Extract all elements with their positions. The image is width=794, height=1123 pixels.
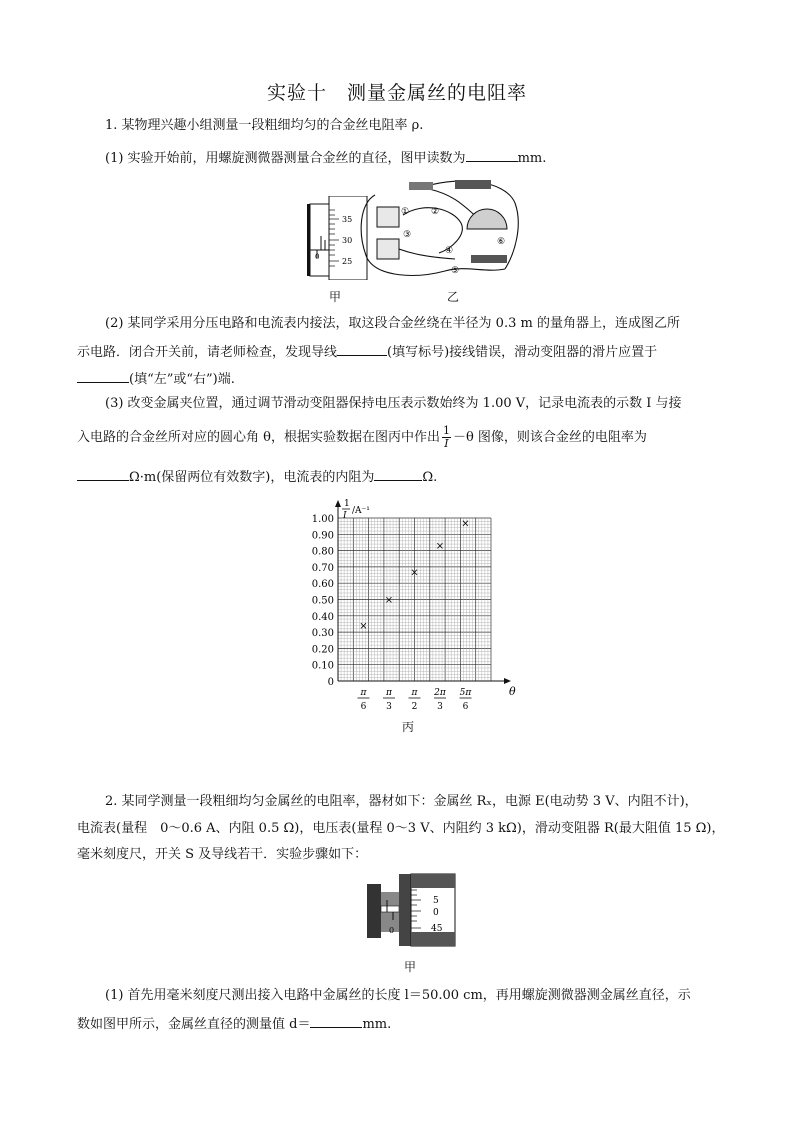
- q1-part1: [105, 147, 546, 168]
- rheostat: [471, 255, 507, 263]
- answer-blank: [374, 466, 422, 481]
- q2-part1-line1: (1) 首先用毫米刻度尺测出接入电路中金属丝的长度 l＝50.00 cm，再用螺旋测微器测金属丝直径，示: [105, 988, 691, 1003]
- page-title: 实验十 测量金属丝的电阻率: [266, 82, 527, 104]
- micrometer-sleeve: [310, 204, 329, 276]
- q1-part2-text-b: (填写标号)接线错误，滑动变阻器的滑片应置于: [387, 345, 658, 360]
- micrometer-zero-label: 0: [315, 253, 320, 261]
- x-tick-label-numerator: 2π: [434, 688, 446, 698]
- thimble-tick-label: 0: [433, 908, 439, 918]
- y-axis-label-numerator: 1: [344, 499, 350, 509]
- x-tick-label-denominator: 6: [360, 702, 367, 712]
- y-tick-label: 0.50: [311, 595, 334, 607]
- y-tick-label: 0.90: [311, 530, 334, 542]
- battery-box: [455, 180, 491, 189]
- q2-part1-text-a: 数如图甲所示，金属丝直径的测量值 d＝: [77, 1017, 311, 1032]
- y-tick-label: 0.40: [311, 611, 334, 623]
- q1-part2-line1: (2) 某同学采用分压电路和电流表内接法，取这段合金丝绕在半径为 0.3 m 的量角器上，连成图乙所: [105, 316, 680, 331]
- circuit-figure-yi: [355, 173, 527, 283]
- meter-device: [377, 207, 399, 227]
- y-tick-label: 0.80: [311, 546, 334, 558]
- q2-line2: 电流表(量程 0～0.6 A、内阻 0.5 Ω)，电压表(量程 0～3 V、内阻约 3 kΩ)，滑动变阻器 R(最大阻值 15 Ω)，: [77, 821, 725, 836]
- answer-blank: [466, 147, 518, 162]
- q2-part1-text-b: mm.: [362, 1017, 392, 1032]
- x-tick-label-denominator: 3: [386, 702, 392, 712]
- answer-blank: [337, 341, 387, 356]
- y-tick-label: 0: [327, 677, 334, 688]
- micrometer-figure-q2: [363, 870, 459, 950]
- q2-part1-line2: [77, 1013, 391, 1034]
- q1-part2-text-c: (填“左”或“右”)端.: [129, 372, 235, 387]
- wire-label-2: ②: [431, 207, 440, 217]
- inverse-current-fraction: [442, 425, 451, 450]
- fraction-denominator: I: [444, 437, 449, 450]
- chart-bing: [290, 490, 530, 715]
- x-tick-label-numerator: π: [411, 688, 418, 698]
- data-point: ×: [410, 567, 419, 579]
- data-point: ×: [461, 518, 470, 530]
- q1-part1-text: (1) 实验开始前，用螺旋测微器测量合金丝的直径，图甲读数为: [105, 151, 466, 166]
- y-axis-label-denominator: I: [343, 511, 347, 521]
- x-tick-label-numerator: π: [386, 688, 392, 698]
- thimble-shadow: [411, 932, 455, 946]
- figure-caption-jia: 甲: [329, 290, 342, 304]
- figure-caption-yi: 乙: [447, 290, 460, 304]
- y-tick-label: 0.30: [311, 628, 334, 640]
- y-tick-label: 0.60: [311, 579, 334, 591]
- q1-part3-text-c: Ω·m(保留两位有效数字)，电流表的内阻为: [129, 470, 375, 485]
- q1-stem: 1. 某物理兴趣小组测量一段粗细均匀的合金丝电阻率 ρ.: [105, 118, 424, 133]
- q1-part3-text-a: 入电路的合金丝所对应的圆心角 θ，根据实验数据在图丙中作出: [77, 430, 440, 445]
- x-axis-arrow: [504, 678, 511, 684]
- thimble-shadow: [411, 874, 455, 888]
- x-tick-label-numerator: 5π: [459, 688, 472, 698]
- switch: [409, 182, 433, 190]
- q1-part3-text-b: －θ 图像，则该合金丝的电阻率为: [452, 430, 647, 445]
- q1-part2-text-a: 示电路．闭合开关前，请老师检查，发现导线: [77, 345, 338, 360]
- wire-label-3: ③: [403, 230, 412, 240]
- y-tick-label: 0.70: [311, 562, 334, 574]
- y-axis-label-unit: /A⁻¹: [352, 506, 370, 516]
- micrometer-tick-label: 25: [342, 257, 353, 266]
- x-tick-label-numerator: π: [360, 688, 367, 698]
- meter-device: [377, 239, 399, 259]
- micrometer-sleeve: [381, 906, 399, 912]
- y-tick-label: 0.20: [311, 644, 334, 656]
- y-axis-arrow: [335, 500, 341, 507]
- data-point: ×: [435, 541, 445, 553]
- thimble-tick-label: 5: [433, 896, 439, 906]
- q1-part3-line1: (3) 改变金属夹位置，通过调节滑动变阻器保持电压表示数始终为 1.00 V，记录电流表的示数 I 与接: [105, 396, 682, 411]
- q1-part2-line2: [77, 341, 657, 362]
- wire-label-5: ⑤: [451, 266, 460, 276]
- q1-part3-line3: [77, 466, 437, 487]
- fraction-numerator: 1: [442, 424, 450, 437]
- figure-caption-bing: 丙: [402, 720, 415, 734]
- x-tick-label-denominator: 6: [462, 702, 469, 712]
- q1-part1-unit: mm.: [517, 151, 547, 166]
- wire-label-4: ④: [445, 246, 454, 256]
- q1-part2-line3: [77, 368, 235, 389]
- micrometer-tick-label: 30: [342, 236, 353, 245]
- answer-blank: [77, 368, 129, 383]
- answer-blank: [77, 466, 129, 481]
- wire-label-6: ⑥: [497, 237, 506, 247]
- x-axis-label: θ: [509, 685, 516, 698]
- answer-blank: [310, 1013, 362, 1028]
- thimble-tick-label: 45: [431, 924, 443, 934]
- q2-line1: 2. 某同学测量一段粗细均匀金属丝的电阻率，器材如下：金属丝 Rₓ，电源 E(电动势 3 V、内阻不计)，: [105, 794, 698, 809]
- q1-part3-text-d: Ω.: [422, 470, 438, 485]
- y-tick-label: 0.10: [311, 660, 334, 672]
- y-tick-label: 1.00: [311, 514, 334, 525]
- micrometer-thimble-edge: [399, 874, 411, 946]
- figure-caption-q2-jia: 甲: [404, 960, 417, 974]
- x-tick-label-denominator: 2: [411, 702, 418, 712]
- q2-line3: 毫米刻度尺，开关 S 及导线若干．实验步骤如下：: [77, 847, 368, 862]
- protractor-with-wire: [467, 209, 507, 229]
- data-point: ×: [359, 621, 368, 633]
- wire-label-1: ①: [401, 207, 410, 217]
- micrometer-zero-label: 0: [389, 926, 395, 935]
- micrometer-frame: [367, 884, 381, 938]
- micrometer-tick-label: 35: [342, 215, 353, 224]
- x-tick-label-denominator: 3: [437, 702, 443, 712]
- data-point: ×: [384, 595, 394, 606]
- q1-part3-line2: [77, 425, 647, 450]
